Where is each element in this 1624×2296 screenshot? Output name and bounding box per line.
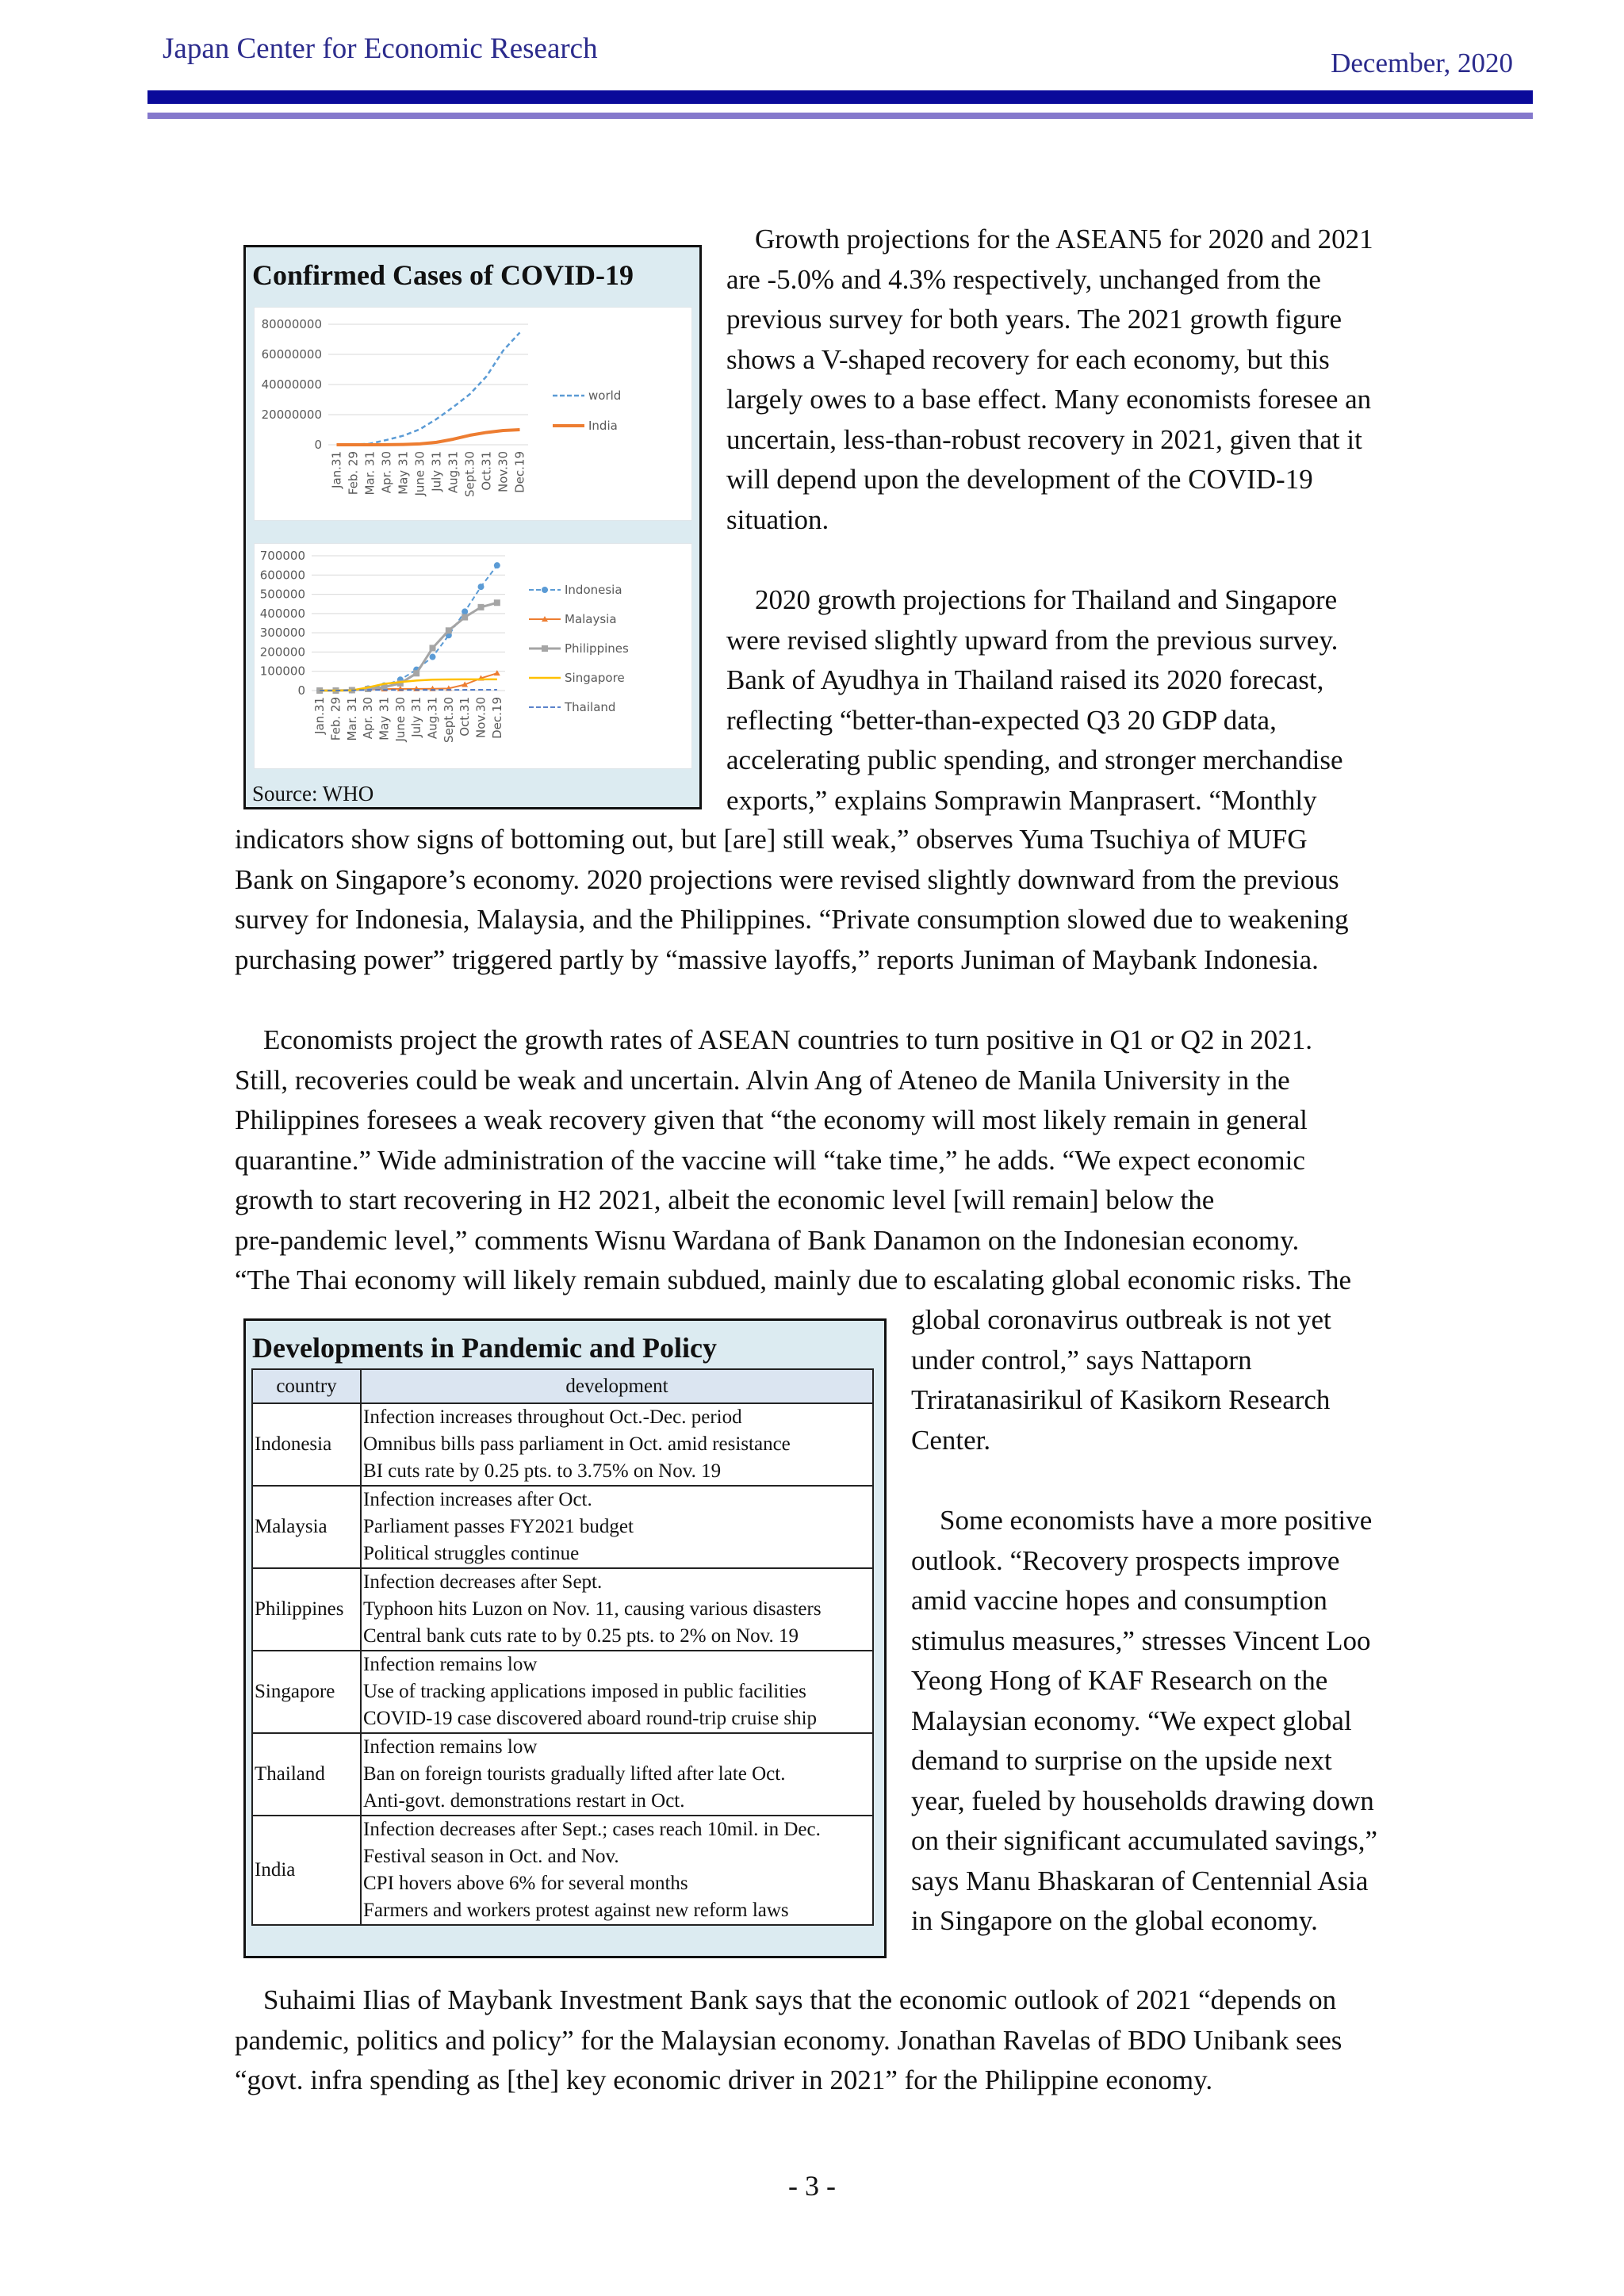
paragraph-line: Growth projections for the ASEAN5 for 2020 and 2021 xyxy=(755,224,1373,254)
paragraph-line: “The Thai economy will likely remain subdued, mainly due to escalating global economic risks. The xyxy=(235,1265,1352,1295)
organization-name: Japan Center for Economic Research xyxy=(163,33,598,65)
development-item: Infection decreases after Sept.; cases reach 10mil. in Dec. xyxy=(363,1819,821,1840)
col-header-country: country xyxy=(252,1369,361,1403)
development-cell xyxy=(361,1486,873,1568)
development-item: Infection increases after Oct. xyxy=(363,1489,592,1510)
x-tick-label: Sept.30 xyxy=(441,697,456,744)
paragraph-line: Suhaimi Ilias of Maybank Investment Bank says that the economic outlook of 2021 “depends on xyxy=(263,1984,1337,2015)
legend-label: world xyxy=(588,388,622,403)
paragraph-line: in Singapore on the global economy. xyxy=(911,1905,1318,1936)
development-item: Typhoon hits Luzon on Nov. 11, causing various disasters xyxy=(363,1598,822,1620)
paragraph-line: accelerating public spending, and stronger merchandise xyxy=(726,744,1343,775)
figure-source: Source: WHO xyxy=(252,782,374,806)
x-tick-label: May 31 xyxy=(396,451,411,495)
paragraph-line: uncertain, less-than-robust recovery in 2021, given that it xyxy=(726,423,1362,455)
table-row xyxy=(252,1651,873,1733)
paragraph-line: largely owes to a base effect. Many economists foresee an xyxy=(726,384,1372,415)
paragraph-line: Yeong Hong of KAF Research on the xyxy=(911,1665,1328,1696)
x-tick-label: Oct.31 xyxy=(458,697,473,737)
world-india-chart-panel xyxy=(254,307,692,521)
development-cell xyxy=(361,1568,873,1651)
table-row xyxy=(252,1568,873,1651)
y-tick-label: 700000 xyxy=(259,549,305,563)
x-tick-label: Apr. 30 xyxy=(361,697,376,740)
x-tick-label: Feb. 29 xyxy=(328,697,343,741)
development-item: Central bank cuts rate to by 0.25 pts. to 2% on Nov. 19 xyxy=(363,1625,799,1647)
paragraph-line: demand to surprise on the upside next xyxy=(911,1745,1332,1776)
paragraph-line: pre-pandemic level,” comments Wisnu Wardana of Bank Danamon on the Indonesian economy. xyxy=(235,1224,1300,1256)
development-item: CPI hovers above 6% for several months xyxy=(363,1873,688,1894)
x-tick-label: June 30 xyxy=(412,451,427,496)
development-item: BI cuts rate by 0.25 pts. to 3.75% on Nov. 19 xyxy=(363,1460,722,1482)
y-tick-label: 100000 xyxy=(259,664,305,679)
x-tick-label: July 31 xyxy=(409,697,424,737)
development-cell xyxy=(361,1403,873,1486)
paragraph-line: Philippines foresees a weak recovery given that “the economy will most likely remain in general xyxy=(235,1104,1308,1135)
development-item: Infection remains low xyxy=(363,1736,538,1758)
paragraph-line: year, fueled by households drawing down xyxy=(911,1785,1374,1816)
x-tick-label: Dec.19 xyxy=(512,451,527,493)
asean-chart-panel xyxy=(254,543,692,769)
x-tick-label: Aug.31 xyxy=(446,451,461,494)
development-item: Ban on foreign tourists gradually lifted after late Oct. xyxy=(363,1763,786,1785)
paragraph-line: Still, recoveries could be weak and uncertain. Alvin Ang of Ateneo de Manila University in the xyxy=(235,1064,1290,1096)
x-tick-label: Sept.30 xyxy=(462,451,477,498)
issue-date: December, 2020 xyxy=(1331,48,1513,78)
development-cell xyxy=(361,1651,873,1733)
x-tick-label: June 30 xyxy=(393,697,408,742)
x-tick-label: Apr. 30 xyxy=(379,451,394,494)
x-tick-label: May 31 xyxy=(377,697,392,740)
paragraph-line: shows a V-shaped recovery for each economy, but this xyxy=(726,343,1330,375)
x-tick-label: Feb. 29 xyxy=(346,451,361,496)
paragraph-line: were revised slightly upward from the previous survey. xyxy=(726,624,1339,656)
development-item: Infection remains low xyxy=(363,1654,538,1675)
y-tick-label: 400000 xyxy=(259,606,305,621)
legend-label: Singapore xyxy=(565,671,625,685)
country-cell: Philippines xyxy=(252,1568,361,1651)
y-tick-label: 20000000 xyxy=(261,408,322,422)
table-row xyxy=(252,1816,873,1925)
table-row xyxy=(252,1486,873,1568)
development-item: Farmers and workers protest against new reform laws xyxy=(363,1900,789,1921)
x-tick-label: Mar. 31 xyxy=(362,451,377,496)
figure-title: Confirmed Cases of COVID-19 xyxy=(252,259,634,291)
x-tick-label: Oct.31 xyxy=(479,451,494,491)
country-cell: Indonesia xyxy=(252,1403,361,1486)
x-tick-label: Mar. 31 xyxy=(344,697,359,741)
paragraph-line: exports,” explains Somprawin Manprasert. “Monthly xyxy=(726,784,1317,816)
x-tick-label: Nov.30 xyxy=(496,451,511,492)
col-header-development: development xyxy=(361,1369,873,1403)
development-item: COVID-19 case discovered aboard round-trip cruise ship xyxy=(363,1708,818,1729)
y-tick-label: 60000000 xyxy=(261,347,322,362)
paragraph-line: Bank of Ayudhya in Thailand raised its 2020 forecast, xyxy=(726,664,1324,695)
development-item: Use of tracking applications imposed in public facilities xyxy=(363,1681,806,1702)
development-item: Omnibus bills pass parliament in Oct. amid resistance xyxy=(363,1433,791,1455)
paragraph-line: quarantine.” Wide administration of the vaccine will “take time,” he adds. “We expect economic xyxy=(235,1144,1305,1176)
y-tick-label: 200000 xyxy=(259,645,305,660)
paragraph-line: will depend upon the development of the COVID-19 xyxy=(726,464,1313,495)
country-cell: Singapore xyxy=(252,1651,361,1733)
legend-label: Thailand xyxy=(565,700,616,714)
paragraph-line: Economists project the growth rates of ASEAN countries to turn positive in Q1 or Q2 in 2021. xyxy=(263,1024,1313,1055)
header-rule-dark xyxy=(147,90,1533,104)
table-row xyxy=(252,1733,873,1816)
paragraph-line: says Manu Bhaskaran of Centennial Asia xyxy=(911,1865,1369,1896)
page-number: - 3 - xyxy=(788,2170,836,2202)
paragraph-line: indicators show signs of bottoming out, but [are] still weak,” observes Yuma Tsuchiya of MUFG xyxy=(235,824,1308,855)
paragraph-line: stimulus measures,” stresses Vincent Loo xyxy=(911,1624,1371,1656)
paragraph-line: situation. xyxy=(726,503,829,535)
x-tick-label: July 31 xyxy=(429,451,444,492)
paragraph-line: growth to start recovering in H2 2021, albeit the economic level [will remain] below the xyxy=(235,1184,1215,1215)
development-item: Festival season in Oct. and Nov. xyxy=(363,1846,619,1867)
development-item: Infection increases throughout Oct.-Dec. period xyxy=(363,1406,742,1428)
paragraph-line: Triratanasirikul of Kasikorn Research xyxy=(911,1384,1331,1415)
paragraph-line: previous survey for both years. The 2021 growth figure xyxy=(726,304,1342,335)
paragraph-line: 2020 growth projections for Thailand and Singapore xyxy=(755,584,1338,615)
paragraph-line: reflecting “better-than-expected Q3 20 GDP data, xyxy=(726,704,1277,736)
table-row xyxy=(252,1403,873,1486)
paragraph-line: Malaysian economy. “We expect global xyxy=(911,1705,1352,1736)
legend-label: Indonesia xyxy=(565,583,622,597)
legend-label: India xyxy=(588,419,618,433)
y-tick-label: 0 xyxy=(314,438,322,452)
y-tick-label: 0 xyxy=(297,683,305,698)
x-tick-label: Jan.31 xyxy=(312,697,327,734)
development-item: Political struggles continue xyxy=(363,1543,580,1564)
country-cell: Malaysia xyxy=(252,1486,361,1568)
paragraph-line: Some economists have a more positive xyxy=(940,1505,1373,1536)
x-tick-label: Aug.31 xyxy=(425,697,440,740)
paragraph-line: amid vaccine hopes and consumption xyxy=(911,1585,1327,1616)
development-cell xyxy=(361,1816,873,1925)
development-cell xyxy=(361,1733,873,1816)
header-rule-light xyxy=(147,113,1533,119)
paragraph-line: on their significant accumulated savings,” xyxy=(911,1825,1378,1856)
table-title: Developments in Pandemic and Policy xyxy=(252,1332,717,1364)
paragraph-line: Center. xyxy=(911,1424,991,1456)
developments-table xyxy=(251,1368,874,1926)
paragraph-line: pandemic, politics and policy” for the Malaysian economy. Jonathan Ravelas of BDO Unibank sees xyxy=(235,2024,1342,2056)
paragraph-line: Bank on Singapore’s economy. 2020 projections were revised slightly downward from the previous xyxy=(235,863,1339,895)
paragraph-line: outlook. “Recovery prospects improve xyxy=(911,1544,1340,1576)
y-tick-label: 40000000 xyxy=(261,377,322,392)
paragraph-line: “govt. infra spending as [the] key economic driver in 2021” for the Philippine economy. xyxy=(235,2064,1213,2095)
paragraph-line: survey for Indonesia, Malaysia, and the Philippines. “Private consumption slowed due to weakening xyxy=(235,904,1349,935)
y-tick-label: 500000 xyxy=(259,587,305,602)
paragraph-line: purchasing power” triggered partly by “massive layoffs,” reports Juniman of Maybank Indonesia. xyxy=(235,943,1319,975)
country-cell: India xyxy=(252,1816,361,1925)
y-tick-label: 300000 xyxy=(259,626,305,641)
paragraph-line: are -5.0% and 4.3% respectively, unchanged from the xyxy=(726,263,1321,295)
x-tick-label: Nov.30 xyxy=(473,697,488,738)
development-item: Infection decreases after Sept. xyxy=(363,1571,603,1593)
legend-label: Philippines xyxy=(565,641,629,656)
y-tick-label: 600000 xyxy=(259,568,305,583)
x-tick-label: Dec.19 xyxy=(489,697,504,739)
country-cell: Thailand xyxy=(252,1733,361,1816)
development-item: Parliament passes FY2021 budget xyxy=(363,1516,634,1537)
paragraph-line: global coronavirus outbreak is not yet xyxy=(911,1304,1331,1335)
legend-label: Malaysia xyxy=(565,612,617,626)
y-tick-label: 80000000 xyxy=(261,317,322,331)
development-item: Anti-govt. demonstrations restart in Oct. xyxy=(363,1790,685,1812)
x-tick-label: Jan.31 xyxy=(329,451,344,488)
paragraph-line: under control,” says Nattaporn xyxy=(911,1344,1252,1376)
